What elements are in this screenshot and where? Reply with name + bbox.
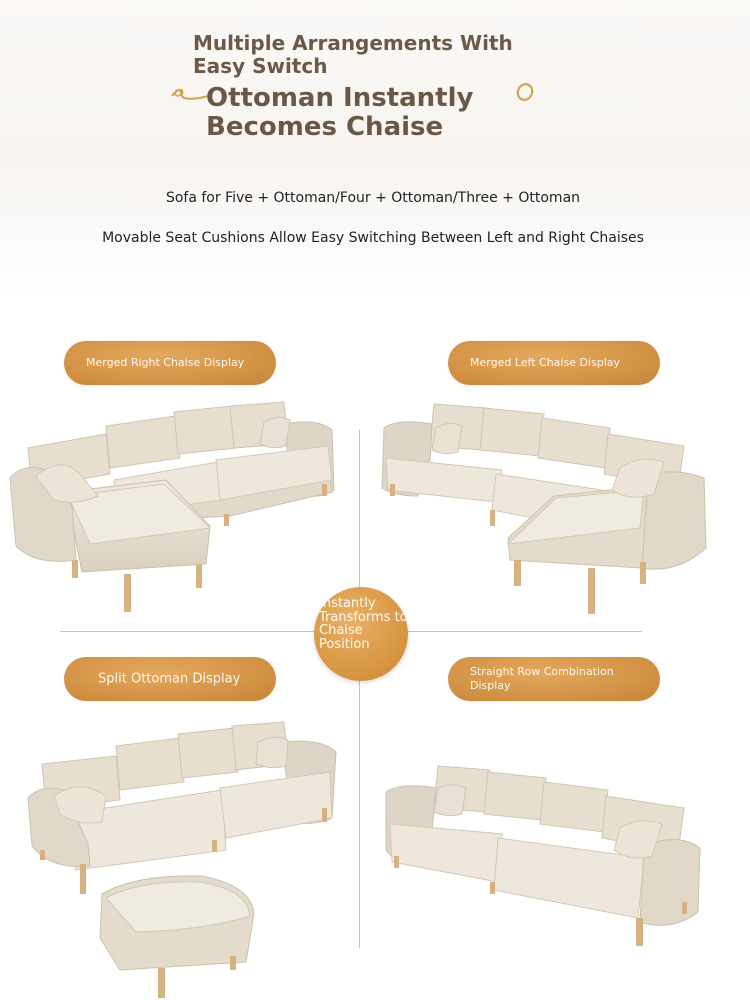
instant-transform-text: Instantly Transforms to Chaise Position (319, 596, 408, 652)
sofa-straight-row-image (382, 762, 702, 950)
sofa-split-ottoman-image (26, 718, 346, 1000)
cushions-note-text: Movable Seat Cushions Allow Easy Switching Between Left and Right Chaises (102, 230, 644, 246)
configurations-text: Sofa for Five + Ottoman/Four + Ottoman/Three + Ottoman (165, 190, 581, 206)
split-ottoman-text: Split Ottoman Display (98, 671, 241, 687)
straight-row-label (448, 657, 660, 701)
merged-right-chaise-text: Merged Right Chaise Display (86, 356, 245, 369)
swoosh-decoration-icon (170, 84, 210, 104)
merged-left-chaise-text: Merged Left Chaise Display (470, 356, 620, 369)
merged-left-chaise-label (448, 341, 660, 385)
title-line-1: Multiple Arrangements With Easy Switch (193, 31, 513, 78)
ring-decoration-icon (514, 80, 538, 104)
straight-row-text: Straight Row Combination Display (470, 665, 614, 692)
split-ottoman-label (64, 657, 276, 701)
title-line-2: Ottoman Instantly Becomes Chaise (206, 83, 474, 142)
merged-right-chaise-label (64, 341, 276, 385)
vertical-divider (359, 430, 360, 948)
instant-transform-badge (314, 587, 408, 681)
sofa-merged-right-chaise-image (6, 396, 346, 620)
sofa-merged-left-chaise-image (378, 398, 712, 620)
